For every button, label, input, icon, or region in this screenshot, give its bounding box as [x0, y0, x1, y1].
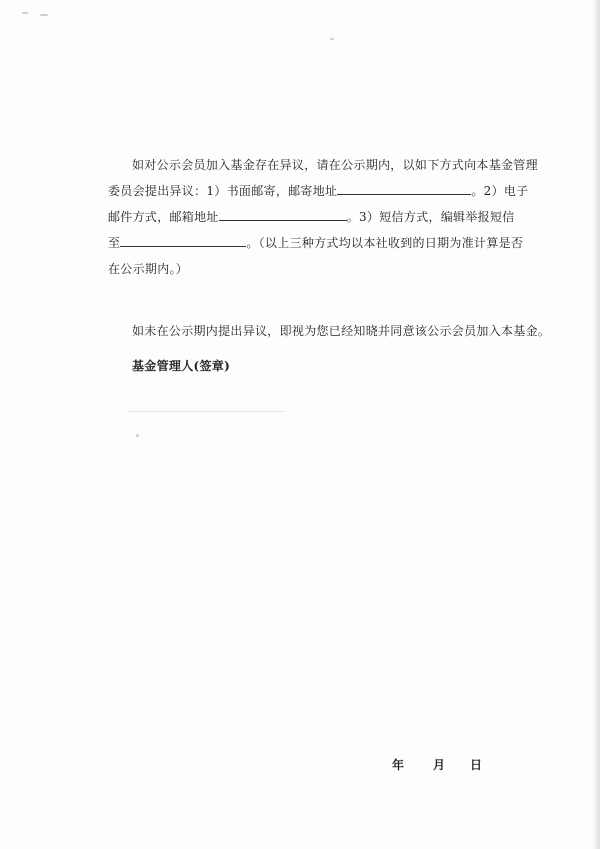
paragraph-text: 至: [108, 236, 121, 250]
email-address-blank: [219, 206, 347, 221]
paragraph-text: 委员会提出异议：1）书面邮寄，邮寄地址: [108, 184, 338, 198]
paragraph-text: 。（以上三种方式均以本社收到的日期为准计算是否: [246, 236, 524, 250]
paragraph-line: [108, 230, 524, 256]
date-day-label: 日: [470, 758, 483, 772]
scan-speck: [136, 434, 139, 437]
paragraph-line: [108, 256, 500, 282]
paragraph-line: [108, 178, 529, 204]
fund-manager-seal-label: 基金管理人(签章): [132, 359, 231, 373]
scan-speck: [330, 38, 334, 40]
consent-paragraph: [108, 318, 551, 344]
paragraph-line: [108, 204, 515, 230]
objection-paragraph: [108, 152, 538, 282]
mailing-address-blank: [337, 180, 471, 195]
signature-line: [128, 411, 284, 412]
date-year-label: 年: [392, 758, 405, 772]
paragraph-line: [108, 152, 538, 178]
paragraph-text: 。2）电子: [471, 184, 529, 198]
paragraph-text: 如对公示会员加入基金存在异议，请在公示期内，以如下方式向本基金管理: [132, 158, 538, 172]
paragraph-line: [108, 318, 551, 344]
paragraph-text: 在公示期内。）: [108, 262, 189, 276]
paragraph-text: 。3）短信方式，编辑举报短信: [346, 210, 515, 224]
sms-number-blank: [120, 232, 246, 247]
paragraph-text: 邮件方式，邮箱地址: [108, 210, 219, 224]
scan-speck: [22, 12, 28, 14]
paragraph-text: 如未在公示期内提出异议，即视为您已经知晓并同意该公示会员加入本基金。: [132, 324, 551, 338]
date-month-label: 月: [433, 758, 446, 772]
scan-speck: [40, 14, 48, 16]
scan-edge-shadow: [592, 0, 600, 849]
